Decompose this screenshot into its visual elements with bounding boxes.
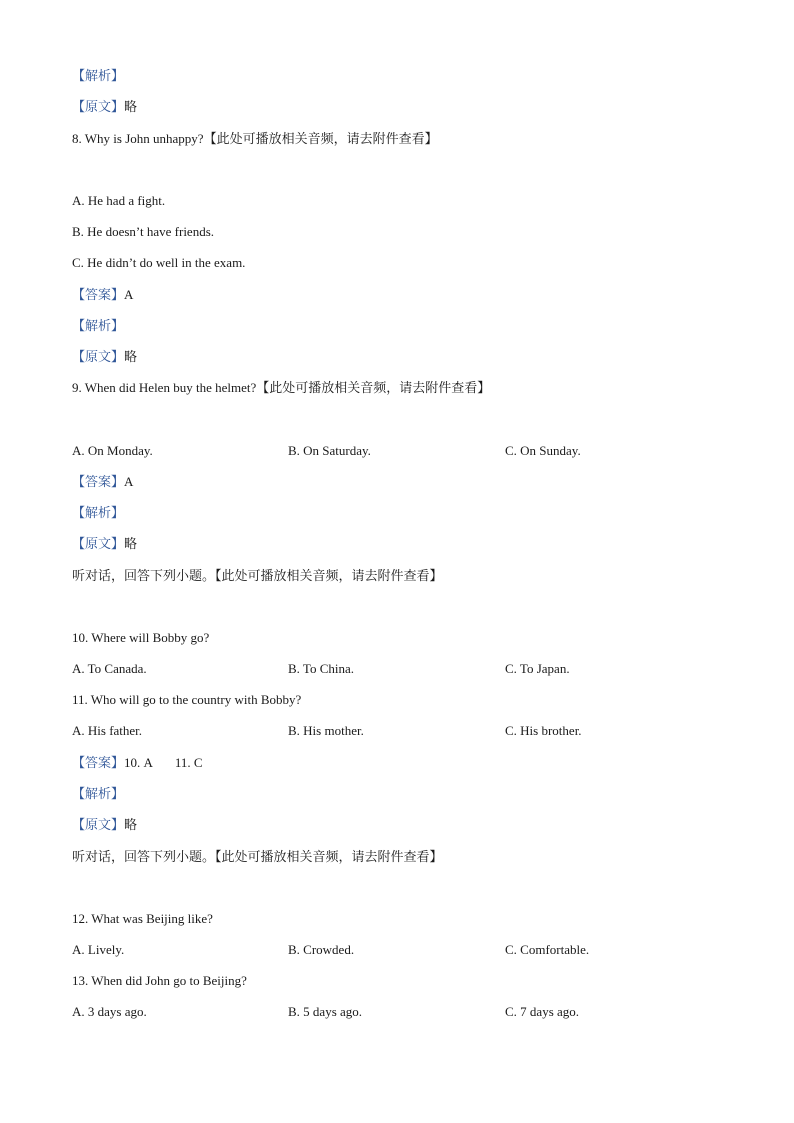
q8-original <box>72 348 137 366</box>
dialogue-2-intro[interactable]: 听对话，回答下列小题。【此处可播放相关音频，请去附件查看】 <box>72 849 443 864</box>
answer-value-11: 11. C <box>174 755 203 770</box>
question-12: 12. What was Beijing like? <box>72 911 213 926</box>
q8-option-b <box>72 223 214 241</box>
original-tag: 【原文】 <box>72 817 125 832</box>
q9-option-a: A. On Monday. <box>72 443 153 458</box>
omitted-text: 略 <box>124 536 138 551</box>
omitted-text: 略 <box>124 99 138 114</box>
q10-option-b: B. To China. <box>288 661 355 676</box>
question-9-text: 9. When did Helen buy the helmet? <box>72 380 257 395</box>
original-tag: 【原文】 <box>72 99 125 114</box>
q11-option-b: B. His mother. <box>288 723 364 738</box>
analysis-tag: 【解析】 <box>72 505 125 520</box>
answer-value: A <box>124 287 134 302</box>
omitted-text: 略 <box>124 349 138 364</box>
answer-tag: 【答案】 <box>72 287 125 302</box>
q13-option-a: A. 3 days ago. <box>72 1004 147 1019</box>
q10-option-a: A. To Canada. <box>72 661 147 676</box>
analysis-tag: 【解析】 <box>72 318 125 333</box>
q10-option-c: C. To Japan. <box>505 661 570 676</box>
answer-tag: 【答案】 <box>72 474 125 489</box>
q9-option-b: B. On Saturday. <box>288 443 371 458</box>
q11-option-a: A. His father. <box>72 723 143 738</box>
answer-tag: 【答案】 <box>72 755 125 770</box>
q9-option-c: C. On Sunday. <box>505 443 581 458</box>
option-text: C. He didn’t do well in the exam. <box>72 255 246 270</box>
q12-option-a: A. Lively. <box>72 942 125 957</box>
question-8 <box>72 130 438 148</box>
question-9 <box>72 379 490 397</box>
q9-answer <box>72 473 133 491</box>
option-text: A. He had a fight. <box>72 193 166 208</box>
question-8-text: 8. Why is John unhappy? <box>72 131 204 146</box>
original-tag: 【原文】 <box>72 349 125 364</box>
question-13: 13. When did John go to Beijing? <box>72 973 247 988</box>
analysis-label-q7 <box>72 67 124 85</box>
q11-option-c: C. His brother. <box>505 723 582 738</box>
q12-option-b: B. Crowded. <box>288 942 355 957</box>
q9-original <box>72 535 137 553</box>
q8-option-c <box>72 254 245 272</box>
q10-11-analysis <box>72 785 124 803</box>
q10-11-answer <box>72 754 203 772</box>
original-tag: 【原文】 <box>72 536 125 551</box>
answer-value-10: 10. A <box>124 755 153 770</box>
question-10: 10. Where will Bobby go? <box>72 630 210 645</box>
question-11: 11. Who will go to the country with Bobby? <box>72 692 302 707</box>
q8-analysis <box>72 317 124 335</box>
original-text-q7 <box>72 98 137 116</box>
audio-note[interactable]: 【此处可播放相关音频，请去附件查看】 <box>256 380 491 395</box>
audio-note[interactable]: 【此处可播放相关音频，请去附件查看】 <box>203 131 438 146</box>
q13-option-c: C. 7 days ago. <box>505 1004 580 1019</box>
q8-option-a <box>72 192 165 210</box>
omitted-text: 略 <box>124 817 138 832</box>
answer-value: A <box>124 474 134 489</box>
dialogue-1-intro[interactable]: 听对话，回答下列小题。【此处可播放相关音频，请去附件查看】 <box>72 568 443 583</box>
q9-analysis <box>72 504 124 522</box>
q10-11-original <box>72 816 137 834</box>
analysis-tag: 【解析】 <box>72 68 125 83</box>
option-text: B. He doesn’t have friends. <box>72 224 215 239</box>
q8-answer <box>72 286 133 304</box>
analysis-tag: 【解析】 <box>72 786 125 801</box>
q12-option-c: C. Comfortable. <box>505 942 590 957</box>
q13-option-b: B. 5 days ago. <box>288 1004 363 1019</box>
